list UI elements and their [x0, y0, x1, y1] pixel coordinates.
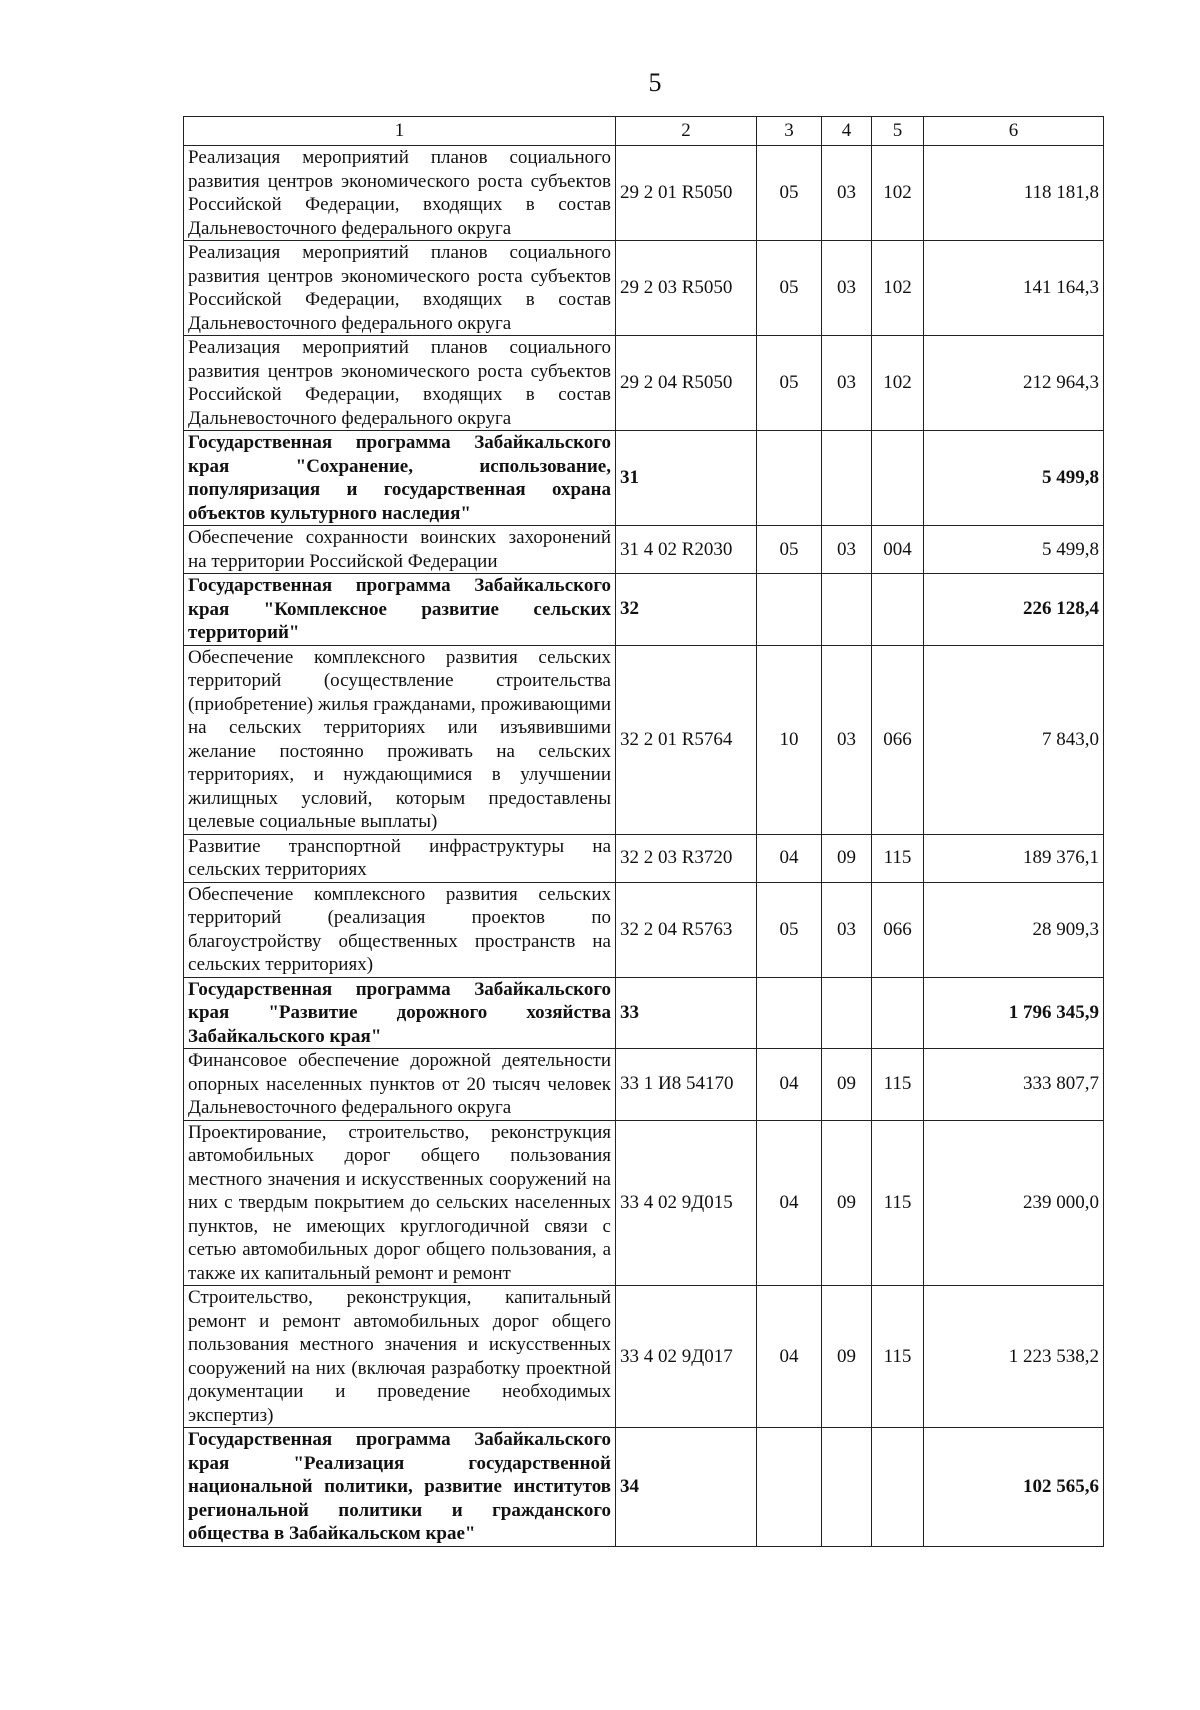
table-row — [184, 1286, 1104, 1428]
row-name-cell: Обеспечение сохранности воинских захоронений на территории Российской Федерации — [184, 526, 616, 574]
row-subsection-cell: 03 — [822, 526, 872, 574]
table-row — [184, 1120, 1104, 1286]
table-row — [184, 834, 1104, 882]
row-subsection-cell: 09 — [822, 1286, 872, 1428]
row-code-cell: 33 1 И8 54170 — [616, 1049, 757, 1121]
row-code-cell: 32 — [616, 574, 757, 646]
row-code-cell: 32 2 03 R3720 — [616, 834, 757, 882]
row-name-cell: Реализация мероприятий планов социального развития центров экономического роста субъектов Российской Федерации, входящих в состав Дальневосточного федерального округа — [184, 336, 616, 431]
row-name-cell: Реализация мероприятий планов социального развития центров экономического роста субъектов Российской Федерации, входящих в состав Дальневосточного федерального округа — [184, 241, 616, 336]
row-name-cell: Строительство, реконструкция, капитальный ремонт и ремонт автомобильных дорог общего пользования местного значения и искусственных сооружений на них (включая разработку проектной документации и проведение необходимых экспертиз) — [184, 1286, 616, 1428]
budget-table — [183, 116, 1104, 1547]
row-amount-cell: 333 807,7 — [924, 1049, 1104, 1121]
row-section-cell: 05 — [757, 146, 822, 241]
row-subsection-cell — [822, 574, 872, 646]
row-type-cell: 102 — [872, 241, 924, 336]
row-amount-cell: 102 565,6 — [924, 1428, 1104, 1547]
row-subsection-cell: 03 — [822, 882, 872, 977]
row-section-cell — [757, 977, 822, 1049]
row-code-cell: 31 4 02 R2030 — [616, 526, 757, 574]
program-row — [184, 574, 1104, 646]
row-amount-cell: 141 164,3 — [924, 241, 1104, 336]
row-type-cell — [872, 574, 924, 646]
row-code-cell: 29 2 03 R5050 — [616, 241, 757, 336]
row-type-cell: 115 — [872, 834, 924, 882]
row-amount-cell: 226 128,4 — [924, 574, 1104, 646]
row-type-cell: 115 — [872, 1049, 924, 1121]
row-section-cell: 04 — [757, 1049, 822, 1121]
table-body — [184, 146, 1104, 1547]
row-section-cell: 05 — [757, 336, 822, 431]
row-type-cell: 115 — [872, 1120, 924, 1286]
row-amount-cell: 212 964,3 — [924, 336, 1104, 431]
table-row — [184, 645, 1104, 834]
row-section-cell: 04 — [757, 1286, 822, 1428]
row-amount-cell: 5 499,8 — [924, 431, 1104, 526]
row-code-cell: 29 2 04 R5050 — [616, 336, 757, 431]
row-subsection-cell — [822, 1428, 872, 1547]
row-type-cell: 066 — [872, 882, 924, 977]
row-name-cell: Обеспечение комплексного развития сельских территорий (осуществление строительства (приобретение) жилья гражданами, проживающими на сельских территориях или изъявившими желание постоянно проживать на сельских территориях, и нуждающимися в улучшении жилищных условий, которым предоставлены целевые социальные выплаты) — [184, 645, 616, 834]
row-section-cell: 05 — [757, 241, 822, 336]
row-type-cell — [872, 977, 924, 1049]
column-header: 6 — [924, 117, 1104, 146]
table-row — [184, 882, 1104, 977]
row-code-cell: 34 — [616, 1428, 757, 1547]
row-amount-cell: 118 181,8 — [924, 146, 1104, 241]
row-name-cell: Государственная программа Забайкальского края "Реализация государственной национальной политики, развитие институтов региональной политики и гражданского общества в Забайкальском крае" — [184, 1428, 616, 1547]
row-amount-cell: 7 843,0 — [924, 645, 1104, 834]
table-row — [184, 526, 1104, 574]
row-type-cell: 115 — [872, 1286, 924, 1428]
row-subsection-cell — [822, 431, 872, 526]
row-subsection-cell: 09 — [822, 1120, 872, 1286]
row-amount-cell: 239 000,0 — [924, 1120, 1104, 1286]
program-row — [184, 1428, 1104, 1547]
row-section-cell — [757, 574, 822, 646]
table-row — [184, 241, 1104, 336]
row-subsection-cell: 03 — [822, 645, 872, 834]
row-type-cell: 004 — [872, 526, 924, 574]
row-name-cell: Финансовое обеспечение дорожной деятельности опорных населенных пунктов от 20 тысяч человек Дальневосточного федерального округа — [184, 1049, 616, 1121]
program-row — [184, 431, 1104, 526]
row-name-cell: Развитие транспортной инфраструктуры на сельских территориях — [184, 834, 616, 882]
row-name-cell: Обеспечение комплексного развития сельских территорий (реализация проектов по благоустройству общественных пространств на сельских территориях) — [184, 882, 616, 977]
row-name-cell: Государственная программа Забайкальского края "Комплексное развитие сельских территорий" — [184, 574, 616, 646]
row-type-cell: 066 — [872, 645, 924, 834]
table-row — [184, 336, 1104, 431]
row-type-cell: 102 — [872, 146, 924, 241]
row-subsection-cell — [822, 977, 872, 1049]
row-subsection-cell: 03 — [822, 241, 872, 336]
row-type-cell — [872, 1428, 924, 1547]
row-amount-cell: 1 223 538,2 — [924, 1286, 1104, 1428]
table-row — [184, 146, 1104, 241]
row-amount-cell: 28 909,3 — [924, 882, 1104, 977]
row-amount-cell: 5 499,8 — [924, 526, 1104, 574]
row-name-cell: Проектирование, строительство, реконструкция автомобильных дорог общего пользования местного значения и искусственных сооружений на них с твердым покрытием до сельских населенных пунктов, не имеющих круглогодичной связи с сетью автомобильных дорог общего пользования, а также их капитальный ремонт и ремонт — [184, 1120, 616, 1286]
row-section-cell: 10 — [757, 645, 822, 834]
row-subsection-cell: 09 — [822, 1049, 872, 1121]
row-amount-cell: 1 796 345,9 — [924, 977, 1104, 1049]
row-code-cell: 32 2 04 R5763 — [616, 882, 757, 977]
row-code-cell: 32 2 01 R5764 — [616, 645, 757, 834]
column-header: 4 — [822, 117, 872, 146]
column-header: 2 — [616, 117, 757, 146]
column-header: 5 — [872, 117, 924, 146]
table-header-row — [184, 117, 1104, 146]
row-type-cell: 102 — [872, 336, 924, 431]
row-code-cell: 33 4 02 9Д015 — [616, 1120, 757, 1286]
row-section-cell: 05 — [757, 526, 822, 574]
row-section-cell: 04 — [757, 834, 822, 882]
program-row — [184, 977, 1104, 1049]
table-row — [184, 1049, 1104, 1121]
page-number: 5 — [648, 68, 662, 97]
row-section-cell: 05 — [757, 882, 822, 977]
row-code-cell: 29 2 01 R5050 — [616, 146, 757, 241]
row-code-cell: 33 4 02 9Д017 — [616, 1286, 757, 1428]
row-name-cell: Государственная программа Забайкальского края "Развитие дорожного хозяйства Забайкальского края" — [184, 977, 616, 1049]
row-section-cell — [757, 431, 822, 526]
row-type-cell — [872, 431, 924, 526]
row-section-cell — [757, 1428, 822, 1547]
row-subsection-cell: 03 — [822, 146, 872, 241]
column-header: 1 — [184, 117, 616, 146]
row-code-cell: 31 — [616, 431, 757, 526]
row-name-cell: Государственная программа Забайкальского края "Сохранение, использование, популяризация и государственная охрана объектов культурного наследия" — [184, 431, 616, 526]
row-amount-cell: 189 376,1 — [924, 834, 1104, 882]
row-code-cell: 33 — [616, 977, 757, 1049]
row-subsection-cell: 03 — [822, 336, 872, 431]
column-header: 3 — [757, 117, 822, 146]
row-section-cell: 04 — [757, 1120, 822, 1286]
row-subsection-cell: 09 — [822, 834, 872, 882]
row-name-cell: Реализация мероприятий планов социального развития центров экономического роста субъектов Российской Федерации, входящих в состав Дальневосточного федерального округа — [184, 146, 616, 241]
